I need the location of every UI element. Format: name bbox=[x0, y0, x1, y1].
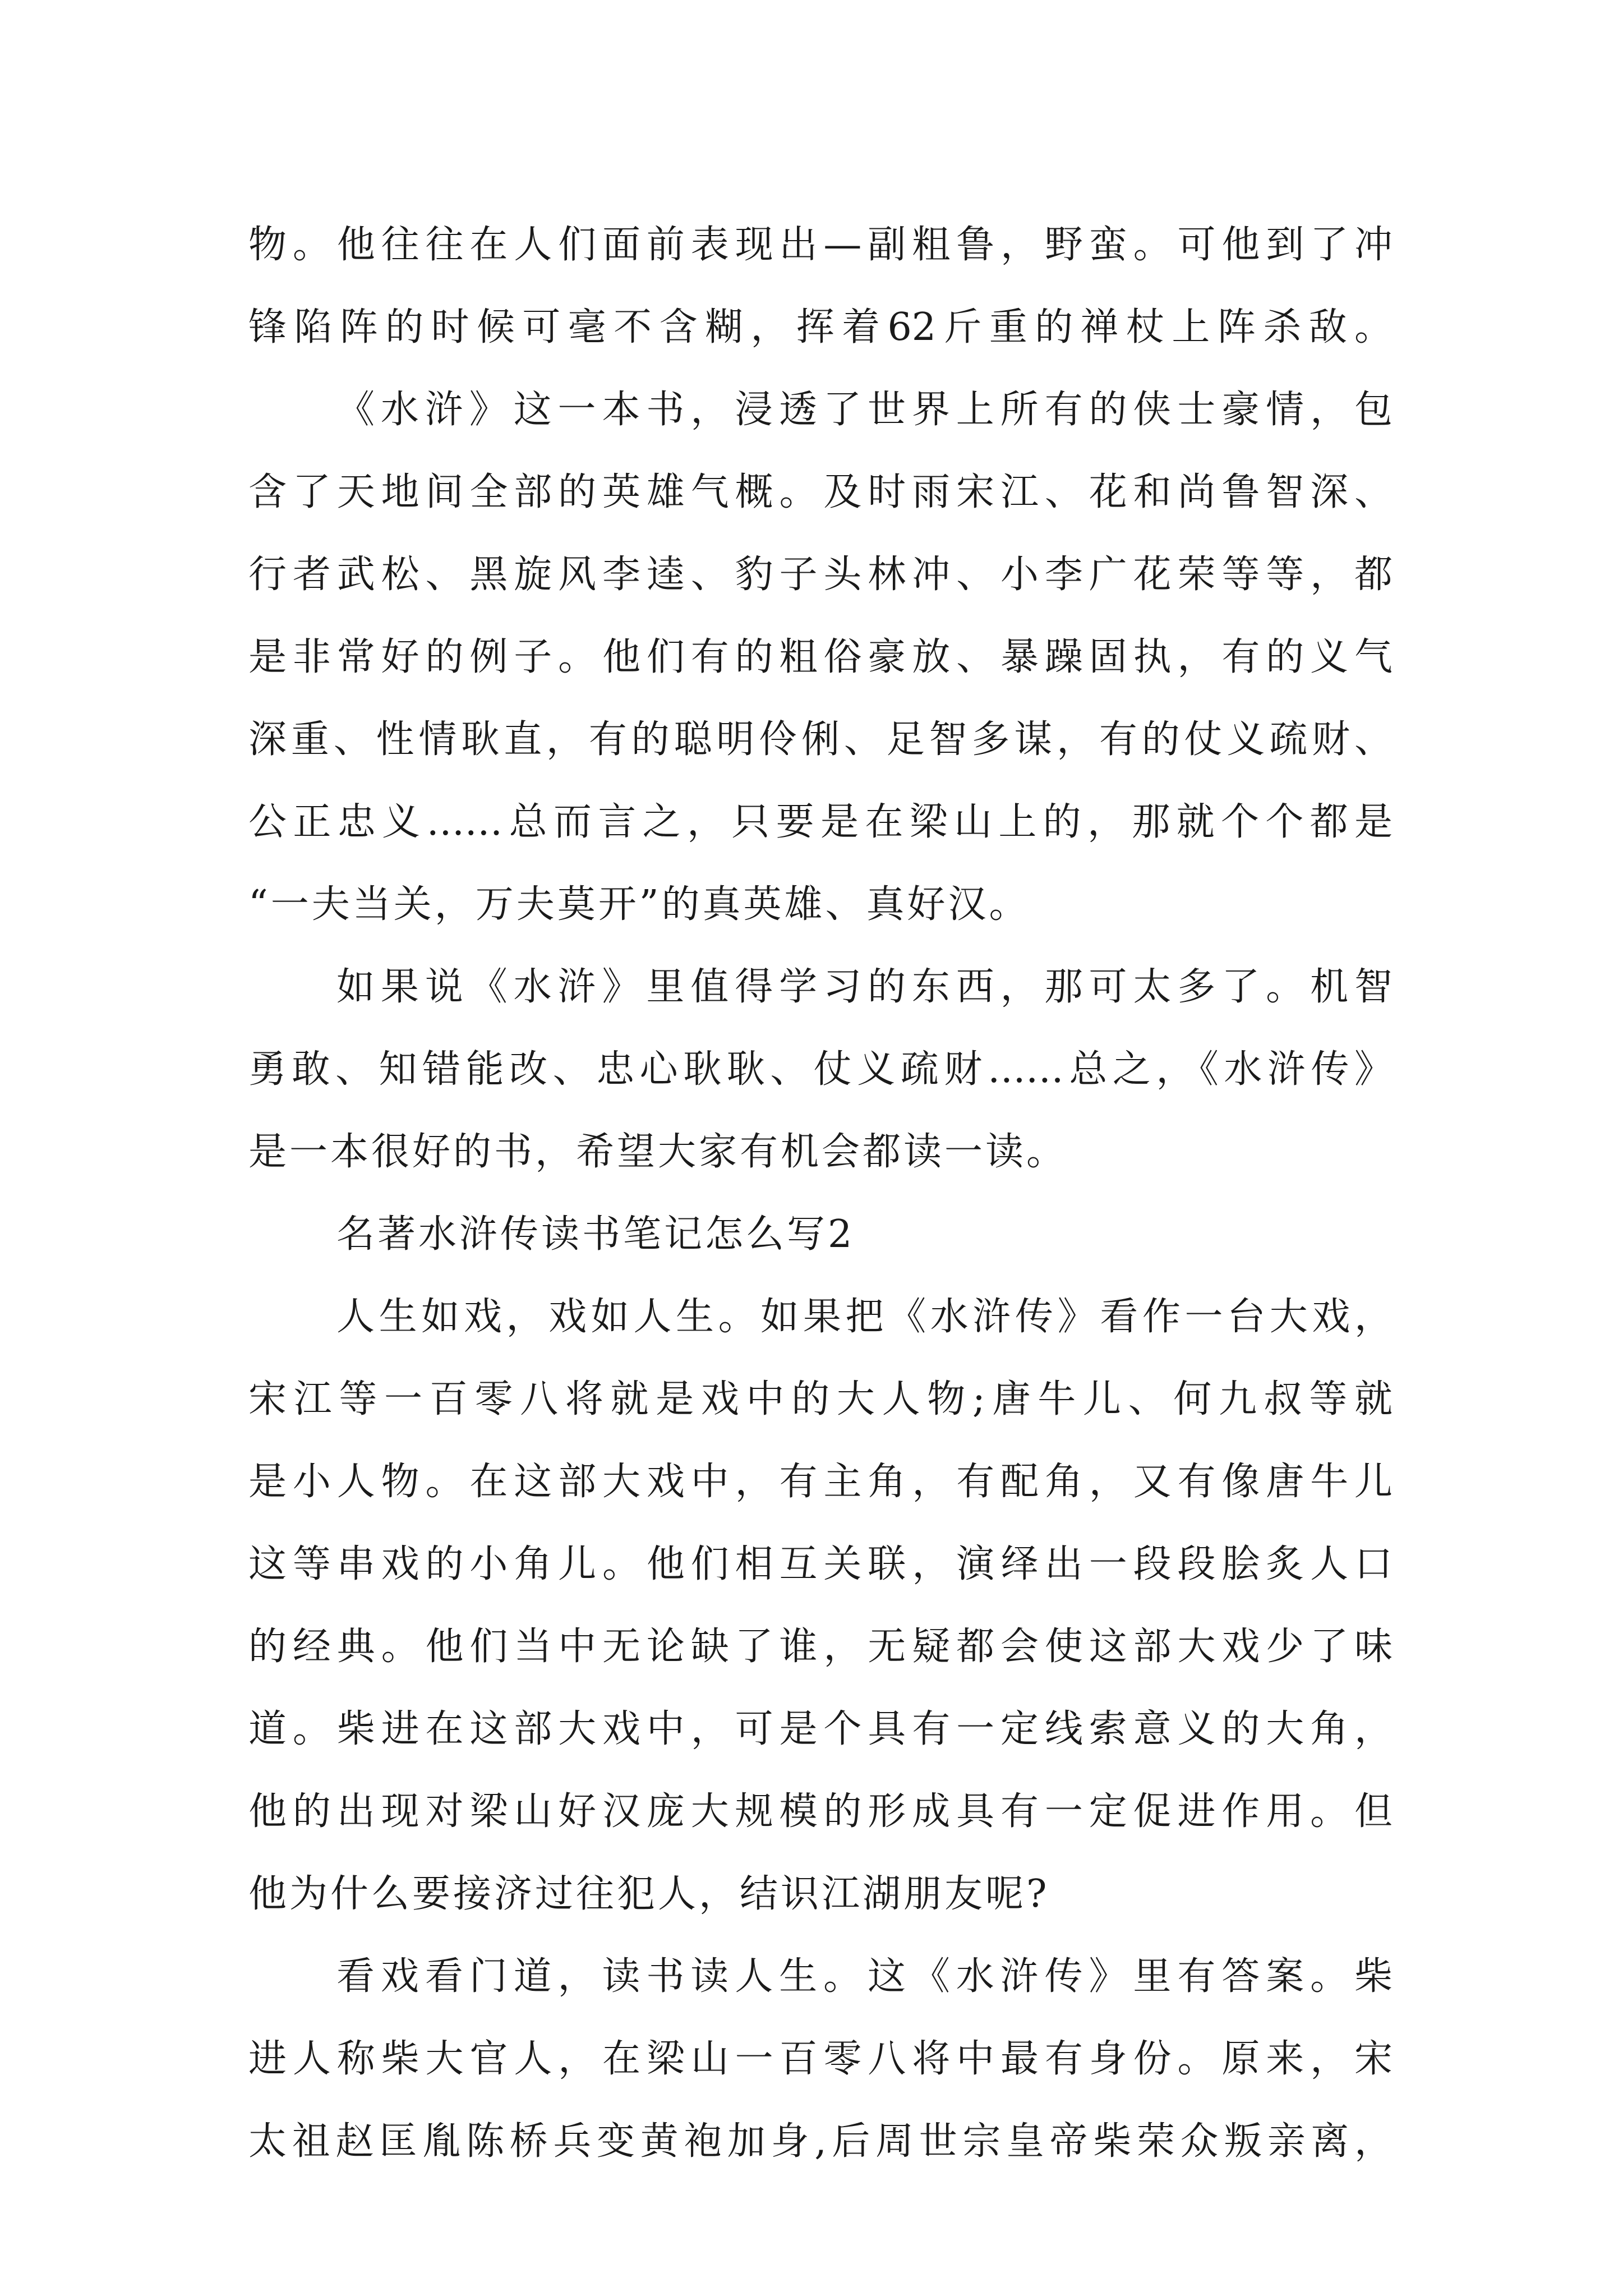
text-line: 公正忠义……总而言之，只要是在梁山上的，那就个个都是 bbox=[248, 800, 1393, 844]
text-line: 宋江等一百零八将就是戏中的大人物;唐牛儿、何九叔等就 bbox=[248, 1377, 1393, 1421]
text-line: 他的出现对梁山好汉庞大规模的形成具有一定促进作用。但 bbox=[248, 1789, 1393, 1834]
text-line: 锋陷阵的时候可毫不含糊，挥着62斤重的禅杖上阵杀敌。 bbox=[248, 305, 1393, 349]
text-line: 的经典。他们当中无论缺了谁，无疑都会使这部大戏少了味 bbox=[248, 1625, 1393, 1669]
section-heading: 名著水浒传读书笔记怎么写2 bbox=[336, 1212, 855, 1257]
text-line: 人生如戏，戏如人生。如果把《水浒传》看作一台大戏， bbox=[336, 1295, 1393, 1339]
text-line: 进人称柴大官人，在梁山一百零八将中最有身份。原来，宋 bbox=[248, 2037, 1393, 2081]
text-line: 含了天地间全部的英雄气概。及时雨宋江、花和尚鲁智深、 bbox=[248, 470, 1393, 514]
text-line: 是一本很好的书，希望大家有机会都读一读。 bbox=[248, 1130, 1068, 1174]
text-line: 他为什么要接济过往犯人，结识江湖朋友呢? bbox=[248, 1872, 1050, 1916]
text-line: 这等串戏的小角儿。他们相互关联，演绎出一段段脍炙人口 bbox=[248, 1542, 1393, 1586]
text-line: 太祖赵匡胤陈桥兵变黄袍加身,后周世宗皇帝柴荣众叛亲离， bbox=[248, 2119, 1393, 2164]
text-line: 勇敢、知错能改、忠心耿耿、仗义疏财……总之，《水浒传》 bbox=[248, 1047, 1393, 1092]
text-line: “一夫当关，万夫莫开”的真英雄、真好汉。 bbox=[248, 882, 1030, 927]
text-line: 行者武松、黑旋风李逵、豹子头林冲、小李广花荣等等，都 bbox=[248, 553, 1393, 597]
text-line: 是小人物。在这部大戏中，有主角，有配角，又有像唐牛儿 bbox=[248, 1460, 1393, 1504]
text-line: 《水浒》这一本书，浸透了世界上所有的侠士豪情，包 bbox=[336, 388, 1393, 432]
text-line: 是非常好的例子。他们有的粗俗豪放、暴躁固执，有的义气 bbox=[248, 635, 1393, 679]
text-line: 物。他往往在人们面前表现出—副粗鲁，野蛮。可他到了冲 bbox=[248, 223, 1393, 267]
text-line: 道。柴进在这部大戏中，可是个具有一定线索意义的大角， bbox=[248, 1707, 1393, 1751]
text-line: 看戏看门道，读书读人生。这《水浒传》里有答案。柴 bbox=[336, 1954, 1393, 1999]
text-line: 如果说《水浒》里值得学习的东西，那可太多了。机智 bbox=[336, 965, 1393, 1009]
text-line: 深重、性情耿直，有的聪明伶俐、足智多谋，有的仗义疏财、 bbox=[248, 717, 1393, 762]
